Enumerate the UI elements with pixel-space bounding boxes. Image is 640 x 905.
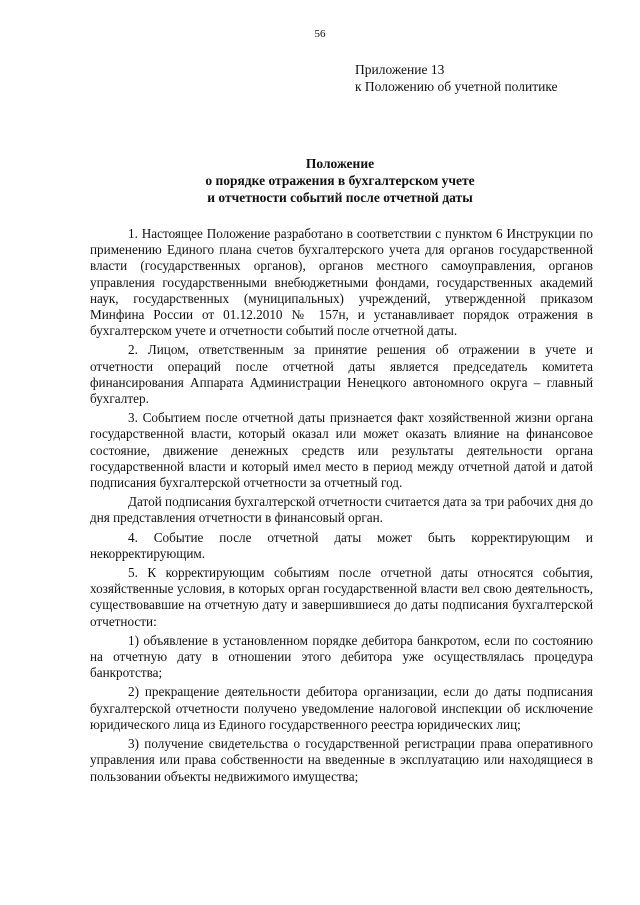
list-item-2: 2) прекращение деятельности дебитора организации, если до даты подписания бухгалтерской отчетности получено уведомление налоговой инспекции об исключение юридического лица из Единого государственного реестра юридических лиц; [90,684,593,732]
list-item-1: 1) объявление в установленном порядке дебитора банкротом, если по состоянию на отчетную дату в отношении этого дебитора уже осуществлялась процедура банкротства; [90,632,593,681]
paragraph-1: 1. Настоящее Положение разработано в соответствии с пунктом 6 Инструкции по применению Единого плана счетов бухгалтерского учета для органов государственной власти (государственных органов), органов местного самоуправления, органов управления государственными внебюджетными фондами, государственных академий наук, государственных (муниципальных) учреждений, утвержденной приказом Минфина России от 01.12.2010 № 157н, и устанавливает порядок отражения в бухгалтерском учете и отчетности событий после отчетной даты. [90,226,593,339]
appendix-line-1: Приложение 13 [355,62,445,77]
title-line-2: о порядке отражения в бухгалтерском учете [205,173,475,188]
list-item-3: 3) получение свидетельства о государственной регистрации права оперативного управления или права собственности на введенные в эксплуатацию или находящиеся в пользовании объекты недвижимого имущества; [90,736,593,784]
paragraph-3: 3. Событием после отчетной даты признается факт хозяйственной жизни органа государственной власти, который оказал или может оказать влияние на финансовое состояние, движение денежных средств или результаты деятельности органа государственной власти и который имел место в период между отчетной датой и датой подписания бухгалтерской отчетности за отчетный год. [90,410,593,491]
title-line-3: и отчетности событий после отчетной даты [207,190,473,205]
appendix-header [355,61,558,95]
paragraph-signing-date: Датой подписания бухгалтерской отчетности считается дата за три рабочих дня до дня представления отчетности в финансовый орган. [90,494,593,526]
paragraph-4: 4. Событие после отчетной даты может быть корректирующим и некорректирующим. [90,529,593,561]
paragraph-5: 5. К корректирующим событиям после отчетной даты относятся события, хозяйственные условия, в которых орган государственной власти вел свою деятельность, существовавшие на отчетную дату и завершившиеся до даты подписания бухгалтерской отчетности: [90,565,593,629]
document-body [90,226,593,788]
appendix-line-2: к Положению об учетной политике [355,79,558,94]
page-number: 56 [314,28,326,40]
document-title [90,155,590,206]
paragraph-2: 2. Лицом, ответственным за принятие решения об отражении в учете и отчетности операций после отчетной даты является председатель комитета финансирования Аппарата Администрации Ненецкого автономного округа – главный бухгалтер. [90,342,593,407]
title-line-1: Положение [305,156,375,171]
